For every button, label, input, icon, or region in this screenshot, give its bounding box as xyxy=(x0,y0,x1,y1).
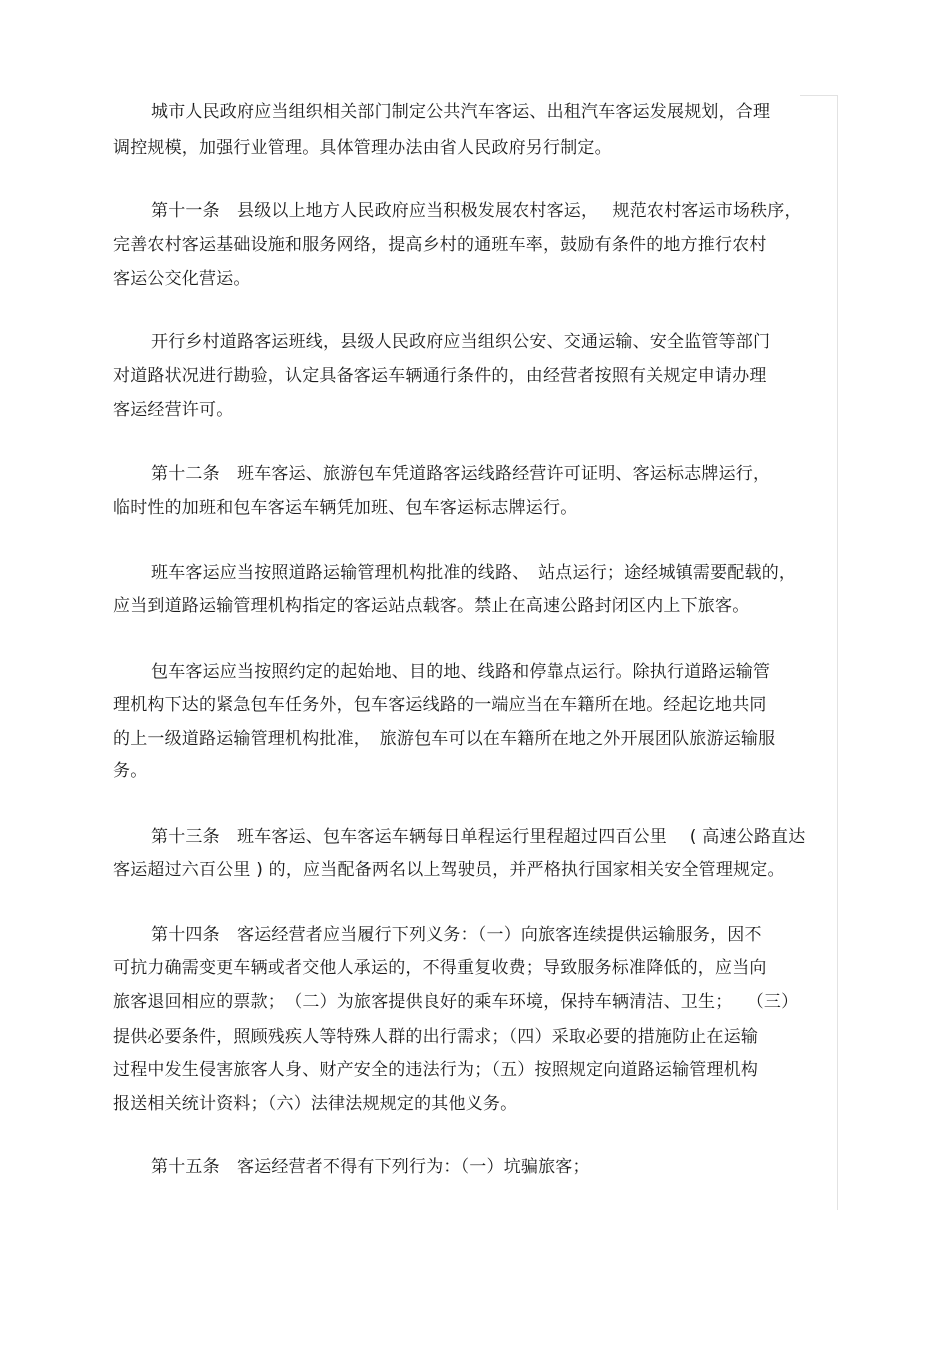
text-line: 客运公交化营运。 xyxy=(113,269,251,289)
text-line: 对道路状况进行勘验，认定具备客运车辆通行条件的，由经营者按照有关规定申请办理 xyxy=(113,366,767,386)
text-line: 城市人民政府应当组织相关部门制定公共汽车客运、出租汽车客运发展规划，合理 xyxy=(151,102,771,122)
text-line: 过程中发生侵害旅客人身、财产安全的违法行为；（五）按照规定向道路运输管理机构 xyxy=(113,1060,759,1080)
text-line: 报送相关统计资料；（六）法律法规规定的其他义务。 xyxy=(113,1094,518,1114)
text-line: 调控规模，加强行业管理。具体管理办法由省人民政府另行制定。 xyxy=(113,138,612,158)
text-line: 可抗力确需变更车辆或者交他人承运的，不得重复收费；导致服务标准降低的，应当向 xyxy=(113,958,767,978)
text-line: 包车客运应当按照约定的起始地、目的地、线路和停靠点运行。除执行道路运输管 xyxy=(151,662,771,682)
text-line: 第十一条 县级以上地方人民政府应当积极发展农村客运， 规范农村客运市场秩序， xyxy=(151,201,802,221)
text-line: 提供必要条件，照顾残疾人等特殊人群的出行需求；（四）采取必要的措施防止在运输 xyxy=(113,1027,759,1047)
text-line: 班车客运应当按照道路运输管理机构批准的线路、 站点运行；途经城镇需要配载的， xyxy=(151,563,797,583)
text-line: 客运经营许可。 xyxy=(113,400,234,420)
page-border-right xyxy=(837,95,838,1210)
text-line: 第十五条 客运经营者不得有下列行为：（一）坑骗旅客； xyxy=(151,1157,590,1177)
page-border-top xyxy=(800,95,838,96)
text-line: 的上一级道路运输管理机构批准， 旅游包车可以在车籍所在地之外开展团队旅游运输服 xyxy=(113,729,776,749)
text-line: 应当到道路运输管理机构指定的客运站点载客。禁止在高速公路封闭区内上下旅客。 xyxy=(113,596,750,616)
text-line: 第十三条 班车客运、包车客运车辆每日单程运行里程超过四百公里 ( 高速公路直达 xyxy=(151,827,806,847)
text-line: 开行乡村道路客运班线，县级人民政府应当组织公安、交通运输、安全监管等部门 xyxy=(151,332,771,352)
text-line: 客运超过六百公里 ) 的，应当配备两名以上驾驶员，并严格执行国家相关安全管理规定。 xyxy=(113,860,785,880)
text-line: 理机构下达的紧急包车任务外，包车客运线路的一端应当在车籍所在地。经起讫地共同 xyxy=(113,695,767,715)
text-line: 临时性的加班和包车客运车辆凭加班、包车客运标志牌运行。 xyxy=(113,498,578,518)
text-line: 旅客退回相应的票款； （二）为旅客提供良好的乘车环境，保持车辆清洁、卫生； （三） xyxy=(113,992,799,1012)
text-line: 完善农村客运基础设施和服务网络，提高乡村的通班车率，鼓励有条件的地方推行农村 xyxy=(113,235,767,255)
text-line: 第十二条 班车客运、旅游包车凭道路客运线路经营许可证明、客运标志牌运行， xyxy=(151,464,771,484)
text-line: 务。 xyxy=(113,761,148,781)
text-line: 第十四条 客运经营者应当履行下列义务：（一）向旅客连续提供运输服务，因不 xyxy=(151,925,762,945)
